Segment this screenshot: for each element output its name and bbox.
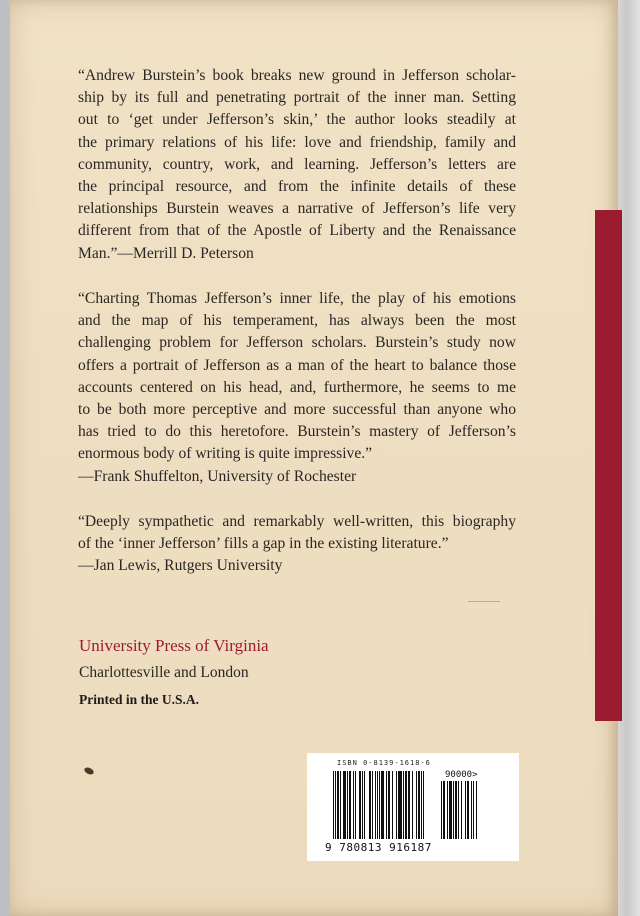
barcode-bar [340, 771, 341, 839]
blurb-line: “Charting Thomas Jefferson’s inner life, the play of his emotions [78, 290, 516, 307]
blurb-line: “Andrew Burstein’s book breaks new ground in Jefferson scholar- [78, 67, 516, 84]
barcode-bar [421, 771, 422, 839]
blurb-line: offers a portrait of Jefferson as a man of the heart to balance those [78, 356, 516, 374]
ean-digits: 9 780813 916187 [325, 841, 432, 854]
blurb-line: relationships Burstein weaves a narrative of Jefferson’s life very [78, 200, 516, 218]
barcode-bar [465, 781, 466, 839]
blurb-line: and the map of his temperament, has always been the most [78, 312, 516, 330]
barcode-bar [447, 781, 448, 839]
barcode-bar [337, 771, 339, 839]
barcode-bar [381, 771, 384, 839]
barcode-bar [412, 771, 413, 839]
barcode-bar [405, 771, 407, 839]
isbn-number: ISBN 0-8139-1618-6 [337, 759, 431, 767]
barcode-bar [349, 771, 351, 839]
barcode-bar [372, 771, 373, 839]
barcode-bar [441, 781, 442, 839]
barcode-bar [333, 771, 334, 839]
blurb-attribution: Man.”—Merrill D. Peterson [78, 244, 254, 262]
barcode-bar [398, 771, 402, 839]
barcode-bar [386, 771, 387, 839]
barcode-bar [476, 781, 477, 839]
barcode-bar [343, 771, 346, 839]
addon-barcode-bars [441, 781, 493, 839]
blurb-line: “Deeply sympathetic and remarkably well-written, this biography [78, 513, 516, 530]
barcode-bar [449, 781, 452, 839]
blurb-line: community, country, work, and learning. Jefferson’s letters are [78, 155, 516, 173]
barcode-bar [375, 771, 376, 839]
barcode-bar [362, 771, 363, 839]
cover-scratch [468, 601, 500, 602]
blurb-line: different from that of the Apostle of Liberty and the Renaissance [78, 222, 516, 240]
barcode-bar [388, 771, 390, 839]
red-accent-stripe [595, 210, 622, 721]
blurb-line: the principal resource, and from the infinite details of these [78, 178, 516, 196]
barcode-bar [418, 771, 420, 839]
barcode-bar [467, 781, 469, 839]
barcode-bar [369, 771, 371, 839]
barcode-bar [423, 771, 424, 839]
barcode-bar [377, 771, 378, 839]
barcode-bar [355, 771, 356, 839]
blurb-shuffelton [78, 288, 516, 488]
barcode-bar [473, 781, 474, 839]
blurb-peterson [78, 65, 516, 265]
blurb-line: out to ‘get under Jefferson’s skin,’ the author looks steadily at [78, 111, 516, 129]
printed-in-notice: Printed in the U.S.A. [79, 692, 200, 707]
blurb-line: the primary relations of his life: love and friendship, family and [78, 133, 516, 151]
barcode-bar [408, 771, 410, 839]
barcode-bar [335, 771, 336, 839]
blurb-attribution: —Jan Lewis, Rutgers University [78, 557, 283, 575]
blurb-lewis [78, 511, 516, 578]
blurb-line: to be both more perceptive and more successful than anyone who [78, 401, 516, 419]
blurb-line: challenging problem for Jefferson scholars. Burstein’s study now [78, 334, 516, 352]
blurb-line: ship by its full and penetrating portrait of the inner man. Setting [78, 89, 516, 107]
blurb-line: enormous body of writing is quite impressive.” [78, 445, 373, 463]
barcode-bar [443, 781, 445, 839]
barcode-bar [364, 771, 365, 839]
barcode-label [307, 753, 519, 861]
blurb-line: accounts centered on his head, and, furthermore, he seems to me [78, 378, 516, 396]
barcode-bar [396, 771, 397, 839]
barcode-bar [392, 771, 393, 839]
barcode-bar [453, 781, 454, 839]
publisher-name: University Press of Virginia [79, 636, 269, 655]
barcode-bar [461, 781, 462, 839]
barcode-bar [353, 771, 354, 839]
blurb-line: has tried to do this heretofore. Burstein’s mastery of Jefferson’s [78, 423, 516, 441]
barcode-bar [455, 781, 457, 839]
barcode-bar [403, 771, 404, 839]
publisher-place: Charlottesville and London [79, 664, 249, 681]
ean-barcode-bars [333, 771, 437, 839]
price-addon-digits: 90000> [445, 770, 478, 780]
barcode-bar [359, 771, 361, 839]
blurb-line: of the ‘inner Jefferson’ fills a gap in the existing literature.” [78, 535, 449, 553]
barcode-bar [416, 771, 417, 839]
barcode-bar [347, 771, 348, 839]
barcode-bar [471, 781, 472, 839]
barcode-bar [379, 771, 380, 839]
blurb-attribution: —Frank Shuffelton, University of Rochester [78, 467, 357, 485]
barcode-bar [458, 781, 459, 839]
